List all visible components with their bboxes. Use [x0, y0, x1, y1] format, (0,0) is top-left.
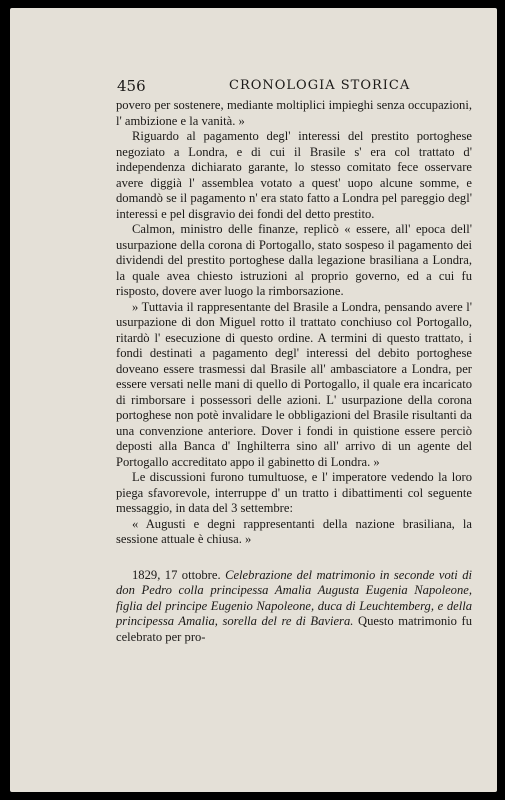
entry-roman-text: Questo matrimonio fu celebrato per pro-	[116, 614, 472, 644]
entry-italic-text: Celebrazione del matrimonio in seconde voti di don Pedro colla principessa Amalia Augusta Eugenia Napoleone, figlia del principe Eugenio Napoleone, duca di Leuchtemberg, e della principessa Amalia, sorella del re di Baviera.	[116, 567, 472, 628]
paragraph: Le discussioni furono tumultuose, e l' imperatore vedendo la loro piega sfavorevole, interruppe d' un tratto i dibattimenti col seguente messaggio, in data del 3 settembre:	[116, 470, 472, 515]
page-header	[117, 77, 477, 95]
running-head: CRONOLOGIA STORICA	[229, 78, 411, 93]
paragraph: Riguardo al pagamento degl' interessi del prestito portoghese negoziato a Londra, e di cui il Brasile s' era col trattato d' independenza dichiarato garante, lo stesso comitato fece osservare avere diggià l' assemblea votato a quest' uopo alcune somme, e domandò se il pagamento n' era stato fatto a Londra pel pareggio degl' interessi e pel disgravio dei fondi del detto prestito.	[116, 129, 472, 221]
entry-date: 1829, 17 ottobre.	[132, 567, 221, 582]
book-page	[10, 8, 497, 792]
paragraph: povero per sostenere, mediante moltiplici impieghi senza occupazioni, l' ambizione e la vanità. »	[116, 98, 472, 128]
body-text	[116, 98, 472, 645]
page-number: 456	[117, 77, 146, 95]
paragraph: Calmon, ministro delle finanze, replicò « essere, all' epoca dell' usurpazione della corona di Portogallo, stato sospeso il pagamento dei dividendi del prestito portoghese dalla legazione brasiliana a Londra, la quale avea chiesto istruzioni al proprio governo, ed a cui fu risposto, dovere aver luogo la rimborsazione.	[116, 222, 472, 298]
chronology-entry	[116, 568, 472, 646]
paragraph: « Augusti e degni rappresentanti della nazione brasiliana, la sessione attuale è chiusa. »	[116, 516, 472, 546]
paragraph: » Tuttavia il rappresentante del Brasile a Londra, pensando avere l' usurpazione di don Miguel rotto il trattato conchiuso col Portogallo, ritardò l' esecuzione di questo ordine. A termini di questo trattato, i fondi destinati a pagamento degl' interessi del debito portoghese doveano essere trasmessi dal Brasile all' ambasciatore a Londra, per essere versati nelle mani di quello di Portogallo, il quale era incaricato di rimborsare i possessori delle azioni. L' usurpazione della corona portoghese non potè invalidare le obbligazioni del Brasile risultanti da una convenzione anteriore. Dover i fondi in quistione essere perciò deposti alla Banca d' Inghilterra sino all' arrivo di un agente del Portogallo accreditato appo il gabinetto di Londra. »	[116, 299, 472, 469]
